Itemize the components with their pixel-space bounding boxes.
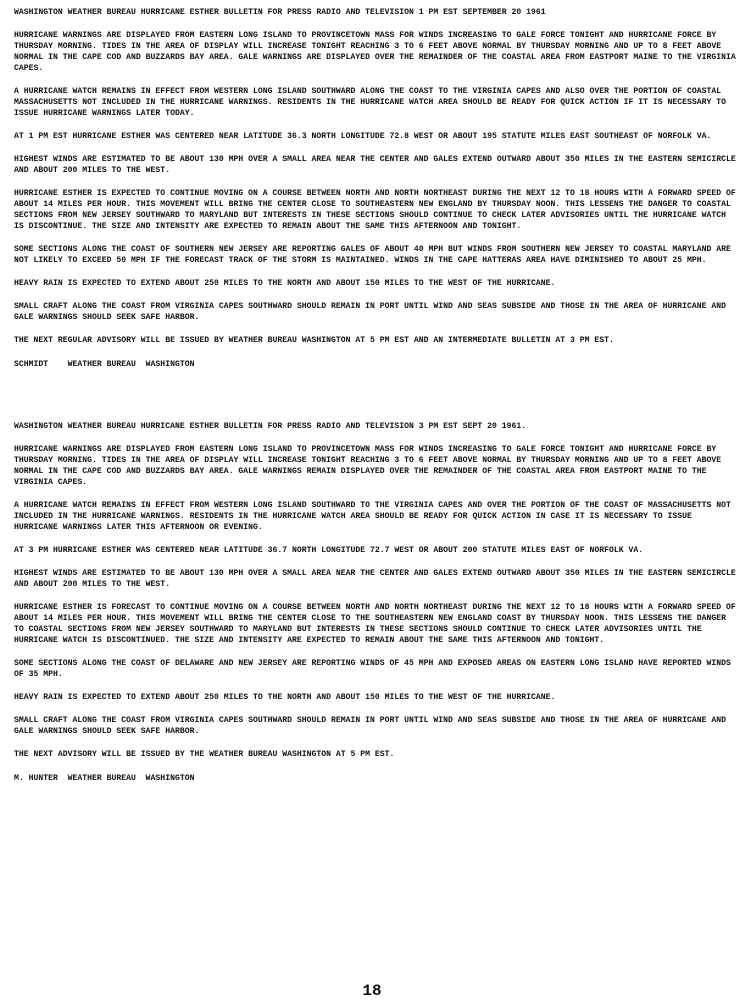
bulletin-paragraph: HURRICANE WARNINGS ARE DISPLAYED FROM EASTERN LONG ISLAND TO PROVINCETOWN MASS FOR WINDS INCREASING TO GALE FORCE TONIGHT AND HURRICANE FORCE BY THURSDAY MORNING. TIDES IN THE AREA OF DISPLAY WILL INCREASE TONIGHT REACHING 3 TO 6 FEET ABOVE NORMAL BY THURSDAY MORNING AND UP TO 8 FEET ABOVE NORMAL IN THE CAPE COD AND BUZZARDS BAY AREA. GALE WARNINGS REMAIN DISPLAYED OVER THE REMAINDER OF THE COASTAL AREA FROM EASTPORT MAINE TO THE VIRGINIA CAPES. bbox=[14, 445, 722, 487]
bulletin-1pm bbox=[14, 8, 740, 371]
bulletin-paragraph: HIGHEST WINDS ARE ESTIMATED TO BE ABOUT 130 MPH OVER A SMALL AREA NEAR THE CENTER AND GALES EXTEND OUTWARD ABOUT 350 MILES IN THE EASTERN SEMICIRCLE AND ABOUT 200 MILES TO THE WEST. bbox=[14, 155, 736, 175]
bulletin-paragraph: A HURRICANE WATCH REMAINS IN EFFECT FROM WESTERN LONG ISLAND SOUTHWARD TO THE VIRGINIA CAPES AND OVER THE PORTION OF THE COAST OF MASSACHUSETTS NOT INCLUDED IN THE HURRICANE WARNINGS. RESIDENTS IN THE HURRICANE WATCH AREA SHOULD BE READY FOR QUICK ACTION IN CASE IT IS NECESSARY TO ISSUE HURRICANE WARNINGS LATER THIS AFTERNOON OR EVENING. bbox=[14, 500, 731, 532]
bulletin-paragraph: AT 3 PM HURRICANE ESTHER WAS CENTERED NEAR LATITUDE 36.7 NORTH LONGITUDE 72.7 WEST OR ABOUT 200 STATUTE MILES EAST OF NORFOLK VA. bbox=[14, 545, 644, 555]
bulletin-paragraph: A HURRICANE WATCH REMAINS IN EFFECT FROM WESTERN LONG ISLAND SOUTHWARD ALONG THE COAST TO THE VIRGINIA CAPES AND ALSO OVER THE PORTION OF COASTAL MASSACHUSETTS NOT INCLUDED IN THE HURRICANE WARNINGS. RESIDENTS IN THE HURRICANE WATCH AREA SHOULD BE READY FOR QUICK ACTION IF IT IS NECESSARY TO ISSUE HURRICANE WARNINGS LATER TODAY. bbox=[14, 86, 727, 118]
bulletin-paragraph: AT 1 PM EST HURRICANE ESTHER WAS CENTERED NEAR LATITUDE 36.3 NORTH LONGITUDE 72.8 WEST OR ABOUT 195 STATUTE MILES EAST SOUTHEAST OF NORFOLK VA. bbox=[14, 131, 712, 141]
bulletin-paragraph: SOME SECTIONS ALONG THE COAST OF SOUTHERN NEW JERSEY ARE REPORTING GALES OF ABOUT 40 MPH BUT WINDS FROM SOUTHERN NEW JERSEY TO COASTAL MARYLAND ARE NOT LIKELY TO EXCEED 50 MPH IF THE FORECAST TRACK OF THE STORM IS MAINTAINED. WINDS IN THE CAPE HATTERAS AREA HAVE DIMINISHED TO ABOUT 25 MPH. bbox=[14, 244, 731, 265]
bulletin-3pm bbox=[14, 422, 740, 785]
bulletin-heading: WASHINGTON WEATHER BUREAU HURRICANE ESTHER BULLETIN FOR PRESS RADIO AND TELEVISION 1 PM EST SEPTEMBER 20 1961 bbox=[14, 8, 546, 17]
bulletin-paragraph: SOME SECTIONS ALONG THE COAST OF DELAWARE AND NEW JERSEY ARE REPORTING WINDS OF 45 MPH AND EXPOSED AREAS ON EASTERN LONG ISLAND HAVE REPORTED WINDS OF 35 MPH. bbox=[14, 658, 731, 679]
bulletin-paragraph: HEAVY RAIN IS EXPECTED TO EXTEND ABOUT 250 MILES TO THE NORTH AND ABOUT 150 MILES TO THE WEST OF THE HURRICANE. bbox=[14, 693, 556, 703]
bulletin-paragraph: SMALL CRAFT ALONG THE COAST FROM VIRGINIA CAPES SOUTHWARD SHOULD REMAIN IN PORT UNTIL WIND AND SEAS SUBSIDE AND THOSE IN THE AREA OF HURRICANE AND GALE WARNINGS SHOULD SEEK SAFE HARBOR. bbox=[14, 302, 727, 323]
bulletin-paragraph: THE NEXT ADVISORY WILL BE ISSUED BY THE WEATHER BUREAU WASHINGTON AT 5 PM EST. bbox=[14, 750, 395, 760]
bulletin-paragraph: HEAVY RAIN IS EXPECTED TO EXTEND ABOUT 250 MILES TO THE NORTH AND ABOUT 150 MILES TO THE WEST OF THE HURRICANE. bbox=[14, 279, 556, 289]
bulletin-paragraph: HURRICANE ESTHER IS FORECAST TO CONTINUE MOVING ON A COURSE BETWEEN NORTH AND NORTH NORTHEAST DURING THE NEXT 12 TO 18 HOURS WITH A FORWARD SPEED OF ABOUT 14 MILES PER HOUR. THIS MOVEMENT WILL BRING THE CENTER CLOSE TO THE SOUTHEASTERN NEW ENGLAND COAST BY THURSDAY NOON. THIS LESSENS THE DANGER TO COASTAL SECTIONS FROM NEW JERSEY SOUTHWARD TO MARYLAND BUT INTERESTS IN THESE SECTIONS SHOULD CONTINUE TO CHECK LATER ADVISORIES UNTIL THE HURRICANE WATCH IS DISCONTINUED. THE SIZE AND INTENSITY ARE EXPECTED TO REMAIN ABOUT THE SAME THIS AFTERNOON AND TONIGHT. bbox=[14, 603, 736, 645]
bulletin-paragraph: THE NEXT REGULAR ADVISORY WILL BE ISSUED BY WEATHER BUREAU WASHINGTON AT 5 PM EST AND AN INTERMEDIATE BULLETIN AT 3 PM EST. bbox=[14, 336, 614, 346]
bulletin-signature: M. HUNTER WEATHER BUREAU WASHINGTON bbox=[14, 773, 195, 783]
bulletin-signature: SCHMIDT WEATHER BUREAU WASHINGTON bbox=[14, 359, 195, 369]
bulletin-paragraph: HURRICANE WARNINGS ARE DISPLAYED FROM EASTERN LONG ISLAND TO PROVINCETOWN MASS FOR WINDS INCREASING TO GALE FORCE TONIGHT AND HURRICANE FORCE BY THURSDAY MORNING. TIDES IN THE AREA OF DISPLAY WILL INCREASE TONIGHT REACHING 3 TO 6 FEET ABOVE NORMAL BY THURSDAY MORNING AND UP TO 8 FEET ABOVE NORMAL IN THE CAPE COD AND BUZZARDS BAY AREA. GALE WARNINGS ARE DISPLAYED OVER THE REMAINDER OF THE COASTAL AREA FROM EASTPORT MAINE TO THE VIRGINIA CAPES. bbox=[14, 31, 736, 73]
bulletin-paragraph: HURRICANE ESTHER IS EXPECTED TO CONTINUE MOVING ON A COURSE BETWEEN NORTH AND NORTH NORTHEAST DURING THE NEXT 12 TO 18 HOURS WITH A FORWARD SPEED OF ABOUT 14 MILES PER HOUR. THIS MOVEMENT WILL BRING THE CENTER CLOSE TO SOUTHEASTERN NEW ENGLAND BY THURSDAY NOON. THIS LESSENS THE DANGER TO COASTAL SECTIONS FROM NEW JERSEY SOUTHWARD TO MARYLAND BUT INTERESTS IN THESE SECTIONS SHOULD CONTINUE TO CHECK LATER ADVISORIES UNTIL THE HURRICANE WATCH IS DISCONTINUE. THE SIZE AND INTENSITY ARE EXPECTED TO REMAIN ABOUT THE SAME THIS AFTERNOON AND TONIGHT. bbox=[14, 189, 736, 231]
bulletin-paragraph: SMALL CRAFT ALONG THE COAST FROM VIRGINIA CAPES SOUTHWARD SHOULD REMAIN IN PORT UNTIL WIND AND SEAS SUBSIDE AND THOSE IN THE AREA OF HURRICANE AND GALE WARNINGS SHOULD SEEK SAFE HARBOR. bbox=[14, 716, 727, 737]
page-number: 18 bbox=[362, 982, 382, 1000]
bulletin-heading: WASHINGTON WEATHER BUREAU HURRICANE ESTHER BULLETIN FOR PRESS RADIO AND TELEVISION 3 PM EST SEPT 20 1961. bbox=[14, 422, 527, 431]
bulletin-paragraph: HIGHEST WINDS ARE ESTIMATED TO BE ABOUT 130 MPH OVER A SMALL AREA NEAR THE CENTER AND GALES EXTEND OUTWARD ABOUT 350 MILES IN THE EASTERN SEMICIRCLE AND ABOUT 200 MILES TO THE WEST. bbox=[14, 569, 736, 589]
